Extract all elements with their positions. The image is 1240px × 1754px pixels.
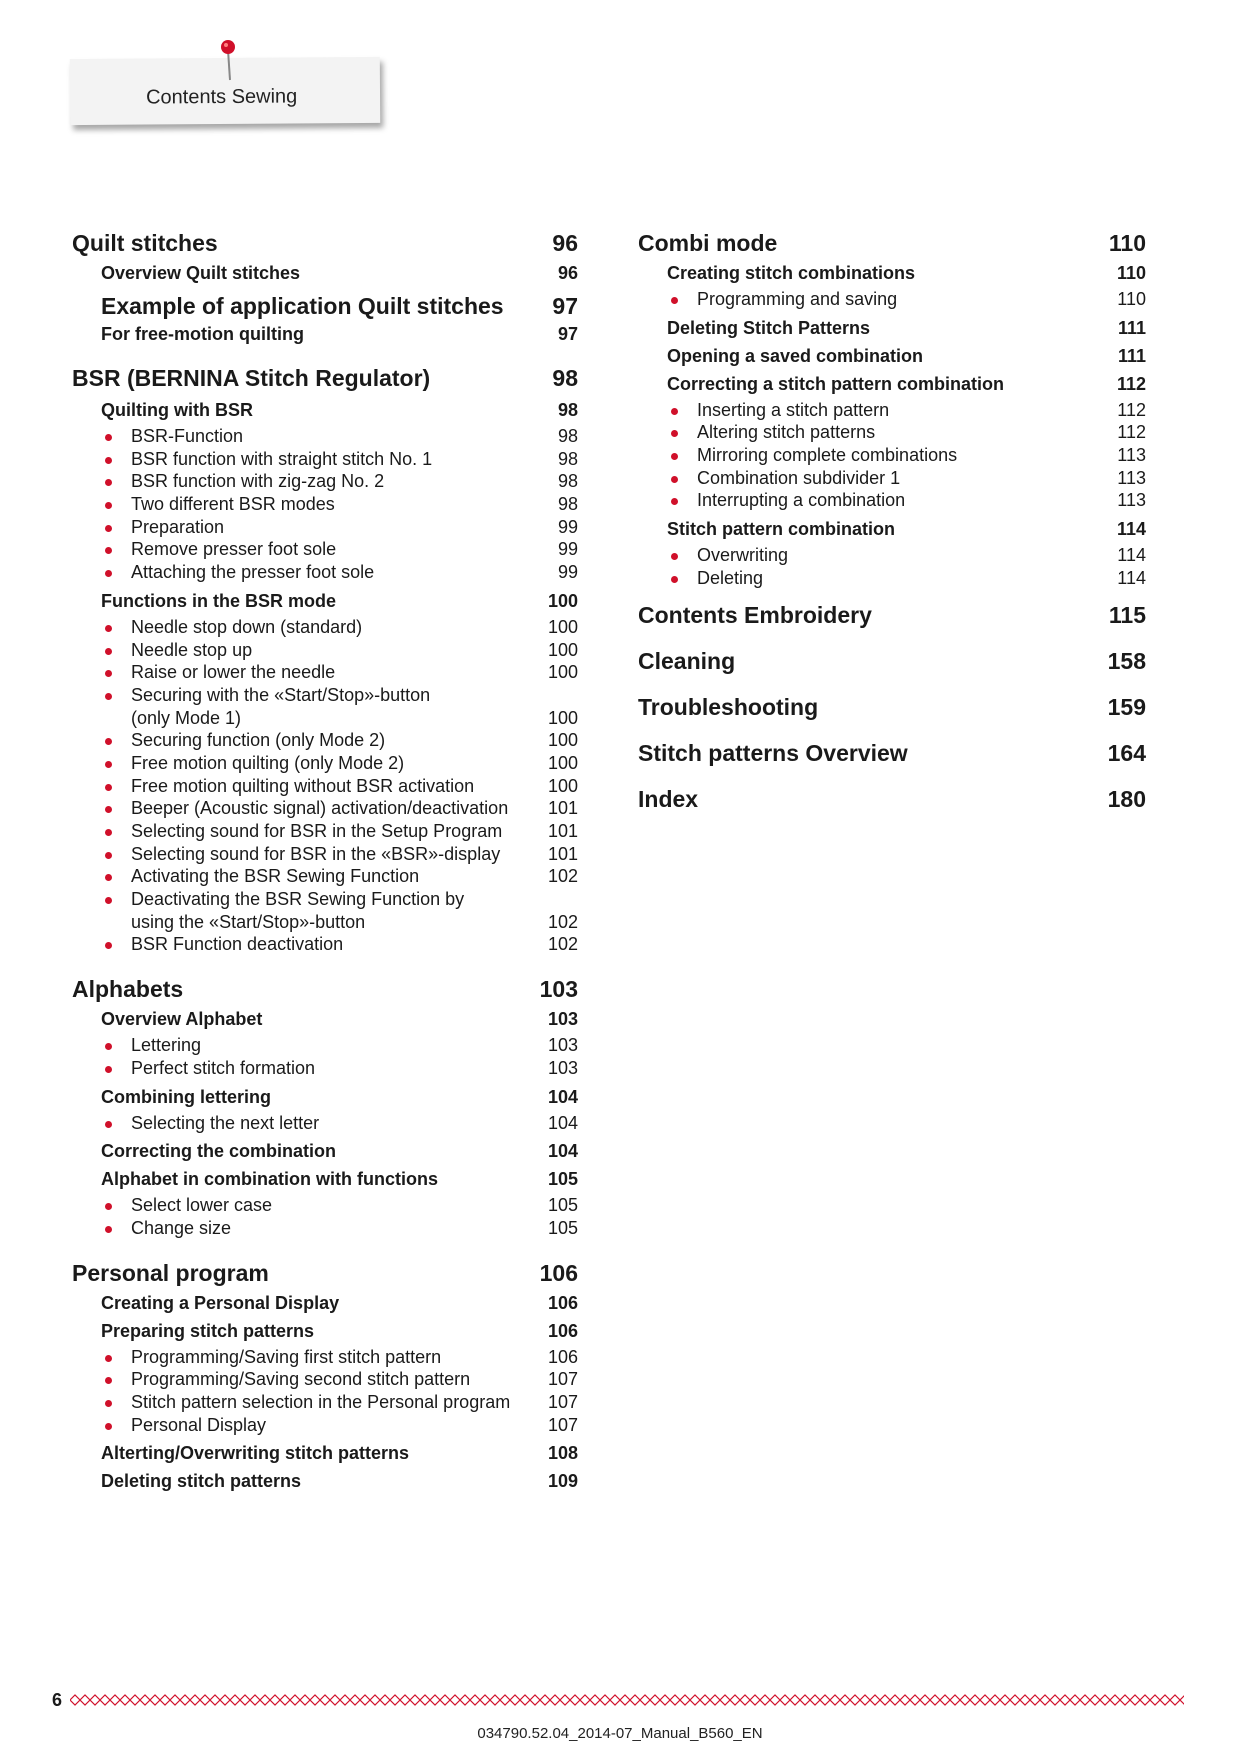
toc-section[interactable]: Opening a saved combination 111 <box>667 345 1146 366</box>
toc-left-column <box>72 228 578 1496</box>
toc-section[interactable]: Functions in the BSR mode 100 <box>101 590 578 611</box>
toc-chapter-alphabets[interactable]: Alphabets 103 <box>72 976 578 1003</box>
toc-chapter-personal[interactable]: Personal program 106 <box>72 1259 578 1286</box>
toc-chapter-bsr[interactable]: BSR (BERNINA Stitch Regulator) 98 <box>72 365 578 391</box>
toc-section[interactable]: Stitch pattern combination 114 <box>667 519 1146 540</box>
toc-item[interactable]: Programming/Saving second stitch pattern 107 <box>72 1368 578 1391</box>
toc-chapter-index[interactable]: Index 180 <box>638 785 1146 812</box>
toc-section[interactable]: Combining lettering 104 <box>101 1086 578 1107</box>
page-title: Contents Sewing <box>145 85 298 109</box>
toc-chapter-cleaning[interactable]: Cleaning 158 <box>638 647 1146 674</box>
toc-item[interactable]: Attaching the presser foot sole 99 <box>72 561 578 584</box>
toc-section[interactable]: Overview Quilt stitches 96 <box>101 263 578 283</box>
toc-item[interactable]: Deactivating the BSR Sewing Function by <box>72 888 578 911</box>
toc-item[interactable]: Activating the BSR Sewing Function 102 <box>72 865 578 888</box>
toc-section[interactable]: Example of application Quilt stitches 97 <box>101 293 578 319</box>
page-number: 6 <box>52 1690 63 1710</box>
toc-item[interactable]: Stitch pattern selection in the Personal program 107 <box>72 1391 578 1414</box>
toc-item[interactable]: BSR function with zig-zag No. 2 98 <box>72 470 578 493</box>
toc-item[interactable]: BSR-Function 98 <box>72 425 578 448</box>
toc-section[interactable]: Deleting Stitch Patterns 111 <box>667 317 1146 338</box>
toc-item[interactable]: Perfect stitch formation 103 <box>72 1057 578 1080</box>
toc-item[interactable]: Personal Display 107 <box>72 1414 578 1437</box>
toc-chapter-combi[interactable]: Combi mode 110 <box>638 230 1146 256</box>
toc-right-column <box>638 228 1146 830</box>
toc-item[interactable]: Interrupting a combination 113 <box>638 489 1146 512</box>
document-code: 034790.52.04_2014-07_Manual_B560_EN <box>477 1725 763 1742</box>
toc-item[interactable]: Deleting 114 <box>638 567 1146 590</box>
toc-section[interactable]: Overview Alphabet 103 <box>101 1009 578 1030</box>
toc-item[interactable]: Change size 105 <box>72 1217 578 1240</box>
toc-item[interactable]: Needle stop up 100 <box>72 639 578 662</box>
toc-item[interactable]: Raise or lower the needle 100 <box>72 661 578 684</box>
toc-chapter-quilt[interactable]: Quilt stitches 96 <box>72 230 578 256</box>
toc-item[interactable]: Select lower case 105 <box>72 1194 578 1217</box>
pushpin-icon <box>214 38 244 82</box>
toc-section[interactable]: Creating a Personal Display 106 <box>101 1292 578 1313</box>
toc-item[interactable]: Selecting sound for BSR in the «BSR»-display 101 <box>72 843 578 866</box>
toc-item[interactable]: Two different BSR modes 98 <box>72 493 578 516</box>
toc-section[interactable]: Correcting a stitch pattern combination 112 <box>667 373 1146 394</box>
toc-item-continued[interactable]: using the «Start/Stop»-button 102 <box>131 911 578 932</box>
toc-item[interactable]: Programming/Saving first stitch pattern 106 <box>72 1346 578 1369</box>
toc-section[interactable]: Quilting with BSR 98 <box>101 400 578 420</box>
toc-item[interactable]: Programming and saving 110 <box>638 288 1146 311</box>
toc-item[interactable]: Selecting the next letter 104 <box>72 1112 578 1135</box>
toc-section[interactable]: Correcting the combination 104 <box>101 1141 578 1162</box>
toc-item[interactable]: Securing with the «Start/Stop»-button <box>72 684 578 707</box>
decorative-zigzag-border <box>70 1693 1184 1707</box>
toc-item[interactable]: Selecting sound for BSR in the Setup Program 101 <box>72 820 578 843</box>
toc-chapter-stitch-overview[interactable]: Stitch patterns Overview 164 <box>638 739 1146 766</box>
toc-section[interactable]: Preparing stitch patterns 106 <box>101 1320 578 1341</box>
toc-item[interactable]: Free motion quilting (only Mode 2) 100 <box>72 752 578 775</box>
toc-item[interactable]: Overwriting 114 <box>638 544 1146 567</box>
toc-chapter-troubleshooting[interactable]: Troubleshooting 159 <box>638 693 1146 720</box>
toc-item[interactable]: Combination subdivider 1 113 <box>638 467 1146 490</box>
toc-item[interactable]: BSR Function deactivation 102 <box>72 933 578 956</box>
toc-item[interactable]: Preparation 99 <box>72 516 578 539</box>
toc-item[interactable]: BSR function with straight stitch No. 1 98 <box>72 448 578 471</box>
toc-section[interactable]: Creating stitch combinations 110 <box>667 263 1146 283</box>
toc-item[interactable]: Inserting a stitch pattern 112 <box>638 399 1146 422</box>
toc-item[interactable]: Free motion quilting without BSR activation 100 <box>72 775 578 798</box>
toc-item[interactable]: Beeper (Acoustic signal) activation/deactivation 101 <box>72 797 578 820</box>
toc-item-continued[interactable]: (only Mode 1) 100 <box>131 707 578 728</box>
toc-section[interactable]: For free-motion quilting 97 <box>101 324 578 344</box>
toc-section[interactable]: Deleting stitch patterns 109 <box>101 1471 578 1492</box>
toc-chapter-embroidery[interactable]: Contents Embroidery 115 <box>638 601 1146 628</box>
toc-section[interactable]: Alphabet in combination with functions 105 <box>101 1169 578 1190</box>
toc-item[interactable]: Securing function (only Mode 2) 100 <box>72 729 578 752</box>
toc-item[interactable]: Lettering 103 <box>72 1034 578 1057</box>
toc-item[interactable]: Remove presser foot sole 99 <box>72 538 578 561</box>
toc-item[interactable]: Needle stop down (standard) 100 <box>72 616 578 639</box>
toc-section[interactable]: Alterting/Overwriting stitch patterns 108 <box>101 1443 578 1464</box>
toc-item[interactable]: Mirroring complete combinations 113 <box>638 444 1146 467</box>
toc-item[interactable]: Altering stitch patterns 112 <box>638 421 1146 444</box>
